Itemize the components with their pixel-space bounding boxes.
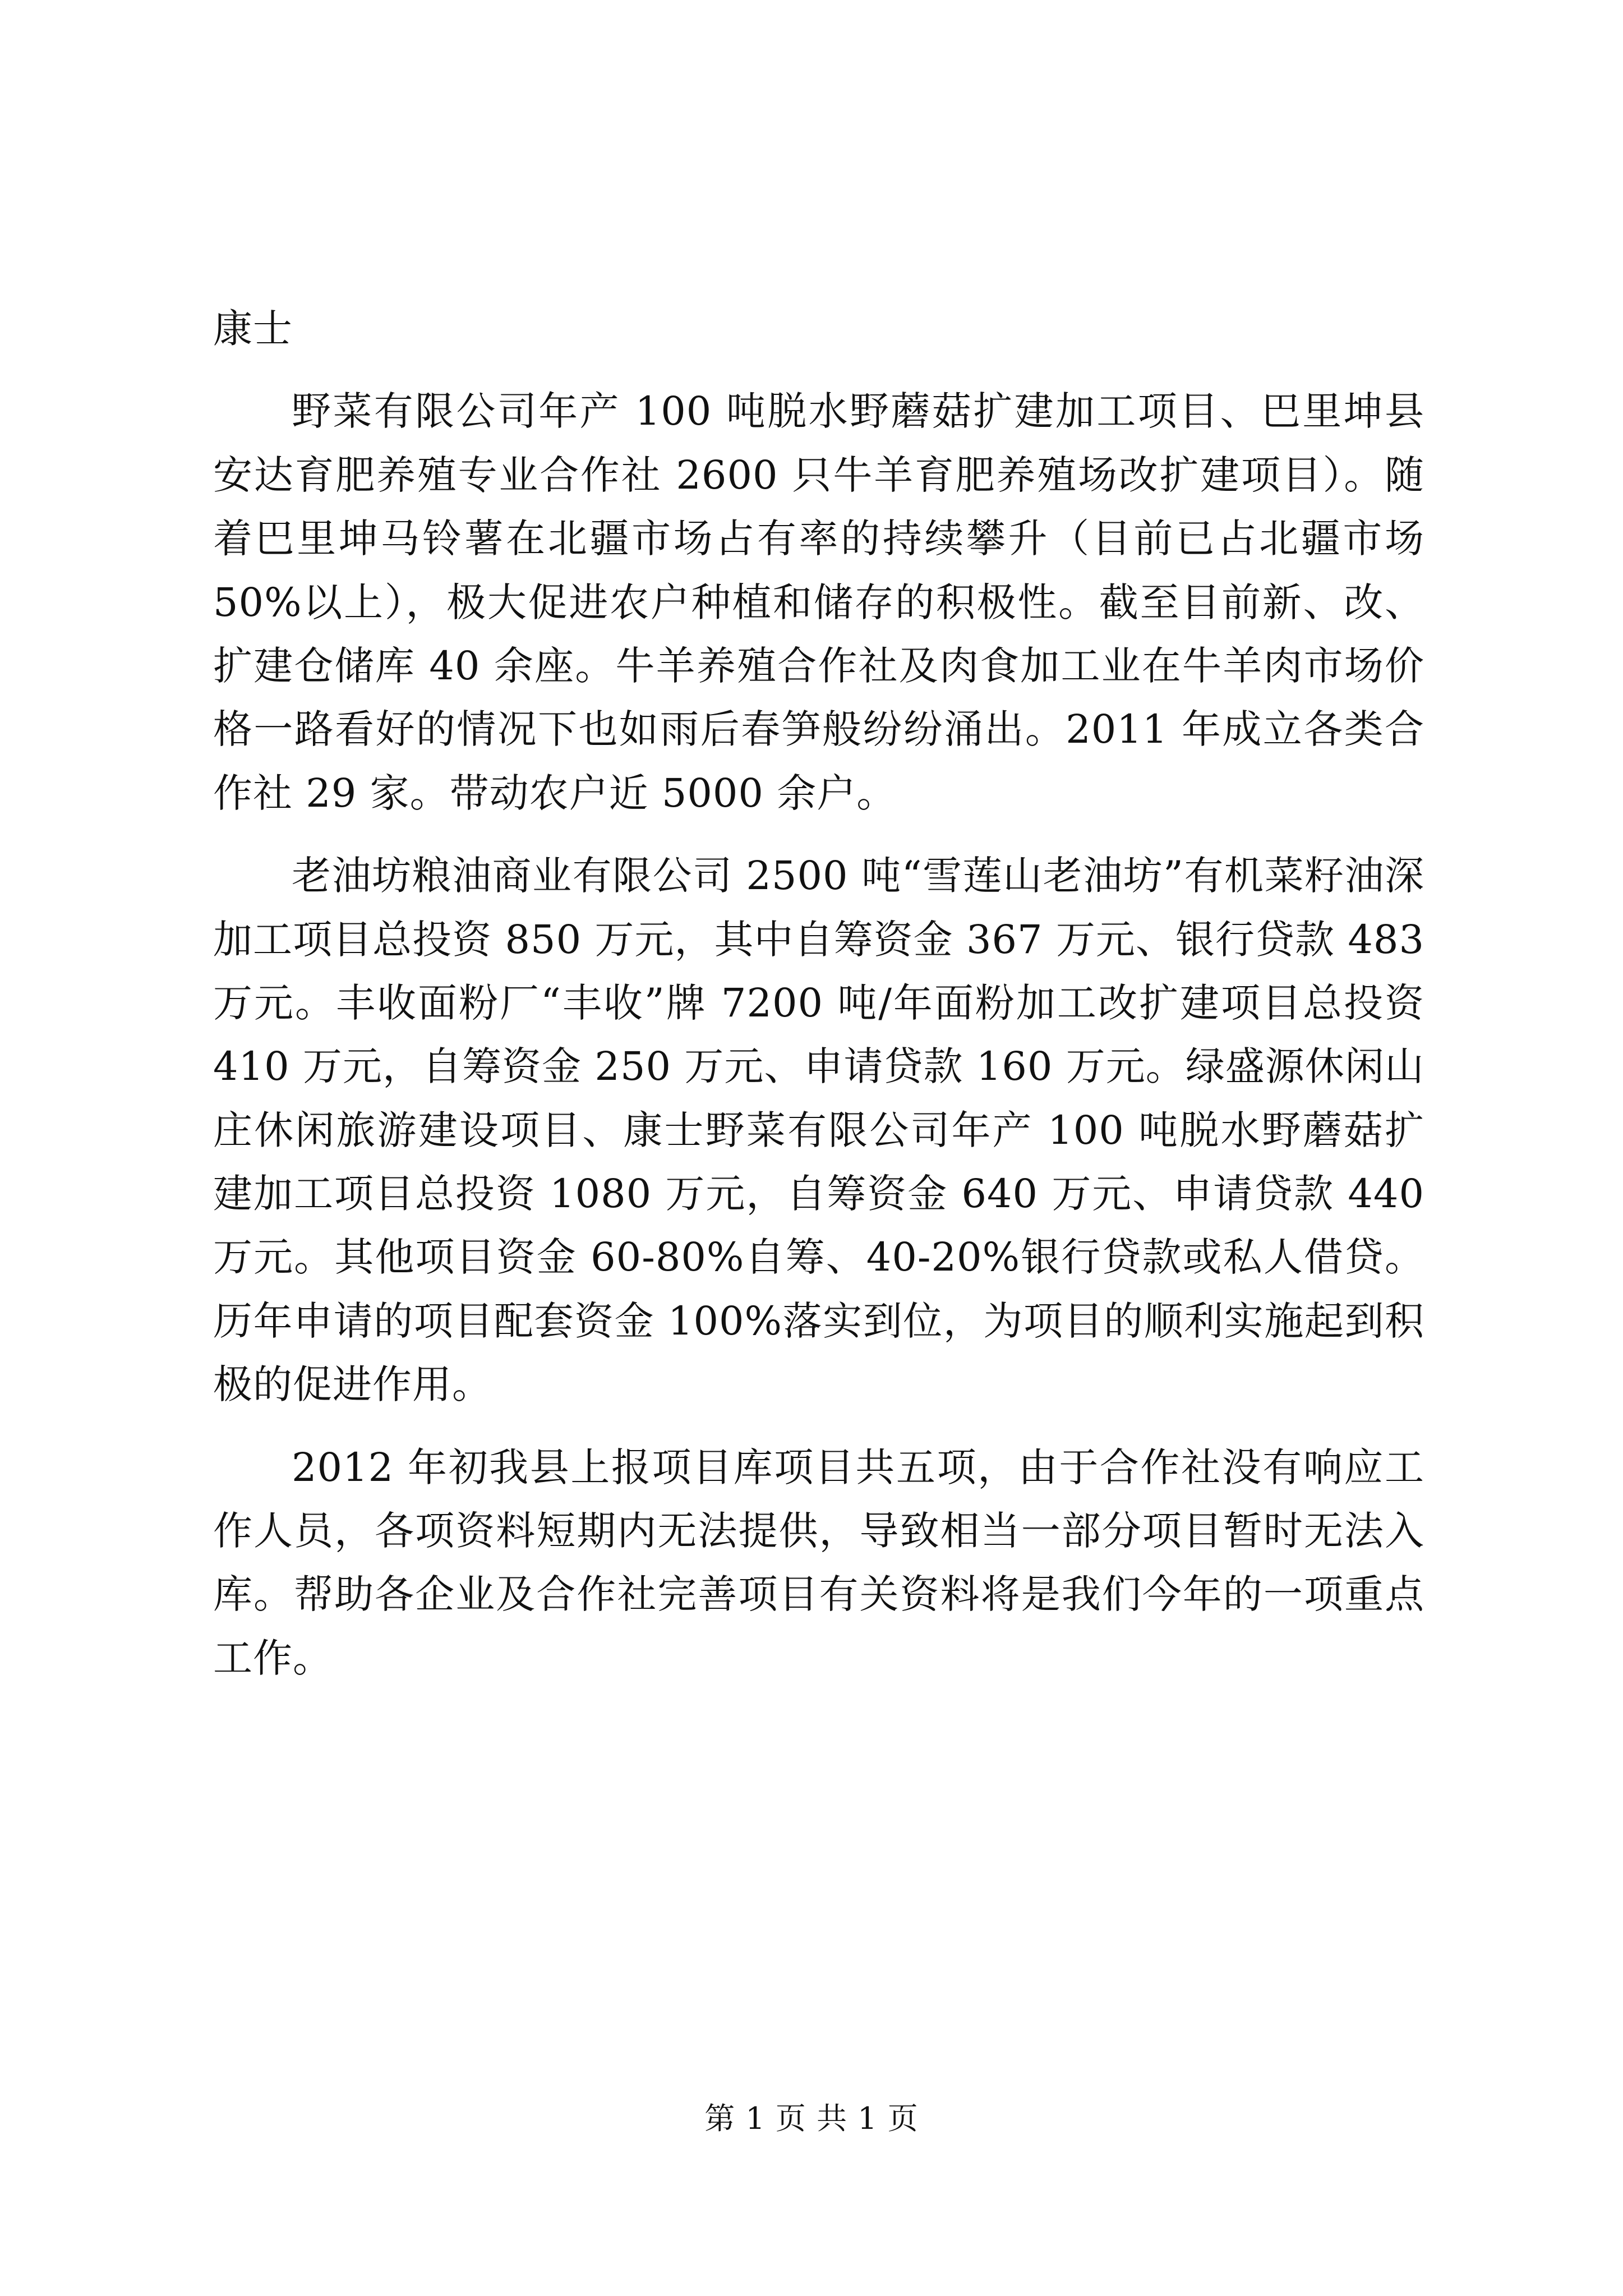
page-footer xyxy=(0,2101,1623,2137)
document-body xyxy=(213,297,1424,1690)
paragraph-3: 2012 年初我县上报项目库项目共五项，由于合作社没有响应工作人员，各项资料短期内无法提供，导致相当一部分项目暂时无法入库。帮助各企业及合作社完善项目有关资料将是我们今年的一项重点工作。 xyxy=(213,1444,1424,1681)
paragraph-1: 野菜有限公司年产 100 吨脱水野蘑菇扩建加工项目、巴里坤县安达育肥养殖专业合作社 2600 只牛羊育肥养殖场改扩建项目）。随着巴里坤马铃薯在北疆市场占有率的持续攀升（目前已占北疆市场 50%以上），极大促进农户种植和储存的积极性。截至目前新、改、扩建仓储库 40 余座。牛羊养殖合作社及肉食加工业在牛羊肉市场价格一路看好的情况下也如雨后春笋般纷纷涌出。2011 年成立各类合作社 29 家。带动农户近 5000 余户。 xyxy=(213,388,1424,816)
page-number-label: 第 1 页 共 1 页 xyxy=(704,2101,919,2136)
continued-text-fragment: 康士 xyxy=(213,306,293,352)
paragraph-2: 老油坊粮油商业有限公司 2500 吨“雪莲山老油坊”有机菜籽油深加工项目总投资 850 万元，其中自筹资金 367 万元、银行贷款 483 万元。丰收面粉厂“丰收”牌 7200 吨/年面粉加工改扩建项目总投资 410 万元，自筹资金 250 万元、申请贷款 160 万元。绿盛源休闲山庄休闲旅游建设项目、康士野菜有限公司年产 100 吨脱水野蘑菇扩建加工项目总投资 1080 万元，自筹资金 640 万元、申请贷款 440 万元。其他项目资金 60-80%自筹、40-20%银行贷款或私人借贷。历年申请的项目配套资金 100%落实到位，为项目的顺利实施起到积极的促进作用。 xyxy=(213,853,1424,1408)
